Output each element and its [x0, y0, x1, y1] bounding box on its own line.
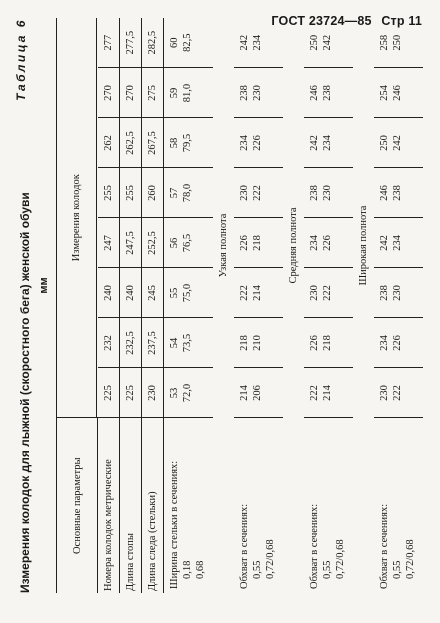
cell-pair: [374, 368, 423, 418]
cell-pair: [164, 268, 214, 318]
cell-value: 76,5: [182, 233, 193, 253]
cell-value: 267,5: [142, 118, 164, 168]
group-heading-row: [213, 18, 234, 593]
cell-value: 238: [379, 285, 390, 301]
table-row-width: [164, 18, 214, 593]
cell-pair: [374, 118, 423, 168]
cell-value: 210: [252, 335, 263, 351]
cell-value: 226: [392, 335, 403, 351]
cell-value: 55: [169, 287, 180, 299]
cell-value: 218: [322, 335, 333, 351]
row-label-text: Обхват в сечениях:: [379, 503, 390, 589]
cell-value: 81,0: [182, 83, 193, 103]
cell-value: 254: [379, 85, 390, 101]
cell-value: 234: [379, 335, 390, 351]
cell-pair: [304, 218, 353, 268]
cell-value: 246: [392, 85, 403, 101]
row-label: [234, 418, 283, 593]
table-title: Измерения колодок для лыжной (скоростного бега) женской обуви: [18, 192, 32, 593]
cell-pair: [164, 218, 214, 268]
section-label: 0,55: [322, 560, 333, 579]
cell-value: 246: [379, 185, 390, 201]
row-label-text: Ширина стельки в сечениях:: [169, 460, 180, 589]
cell-value: 242: [379, 235, 390, 251]
cell-value: 260: [142, 168, 164, 218]
table-row: [98, 18, 120, 593]
cell-value: 242: [309, 135, 320, 151]
group-heading-row: [283, 18, 304, 593]
cell-pair: [304, 268, 353, 318]
cell-pair: [304, 118, 353, 168]
cell-value: 58: [169, 137, 180, 149]
table-row-group: [374, 18, 423, 593]
table-row: [142, 18, 164, 593]
cell-pair: [164, 118, 214, 168]
cell-value: 222: [309, 385, 320, 401]
cell-value: 242: [322, 34, 333, 51]
cell-value: 238: [392, 185, 403, 201]
cell-value: 242: [392, 135, 403, 151]
cell-pair: [234, 168, 283, 218]
section-label: 0,55: [392, 560, 403, 579]
row-label: Длина следа (стельки): [142, 418, 164, 593]
section-label: 0,72/0,68: [335, 539, 346, 579]
cell-value: 75,0: [182, 283, 193, 303]
cell-value: 226: [252, 135, 263, 151]
cell-value: 214: [252, 285, 263, 301]
cell-value: 226: [322, 235, 333, 251]
cell-pair: [374, 218, 423, 268]
group-heading: Узкая полнота: [218, 213, 229, 278]
cell-pair: [304, 168, 353, 218]
cell-value: 270: [98, 68, 120, 118]
cell-pair: [304, 368, 353, 418]
cell-value: 240: [120, 268, 142, 318]
cell-value: 234: [309, 235, 320, 251]
section-label: 0,72/0,68: [405, 539, 416, 579]
cell-value: 73,5: [182, 333, 193, 353]
cell-value: 206: [252, 385, 263, 401]
cell-value: 238: [239, 85, 250, 101]
cell-pair: [374, 168, 423, 218]
cell-value: 230: [252, 85, 263, 101]
cell-value: 53: [169, 387, 180, 399]
measurements-table: [56, 18, 423, 593]
cell-value: 230: [309, 285, 320, 301]
row-label: [164, 418, 214, 593]
cell-value: 275: [142, 68, 164, 118]
cell-value: 238: [309, 185, 320, 201]
cell-value: 247: [98, 218, 120, 268]
cell-value: 245: [142, 268, 164, 318]
measure-header: Измерения колодок: [57, 18, 97, 418]
cell-value: 262: [98, 118, 120, 168]
cell-value: 222: [252, 185, 263, 201]
cell-pair: [374, 18, 423, 68]
row-label: [374, 418, 423, 593]
cell-value: 234: [392, 235, 403, 251]
cell-pair: [234, 318, 283, 368]
table-units: мм: [38, 277, 50, 294]
cell-value: 258: [379, 34, 390, 51]
cell-pair: [374, 268, 423, 318]
row-label: Длина стопы: [120, 418, 142, 593]
row-label-text: Обхват в сечениях:: [239, 503, 250, 589]
cell-value: 234: [322, 135, 333, 151]
cell-value: 240: [98, 268, 120, 318]
cell-value: 250: [392, 34, 403, 51]
cell-value: 246: [309, 85, 320, 101]
cell-pair: [234, 368, 283, 418]
cell-value: 56: [169, 237, 180, 249]
cell-value: 57: [169, 187, 180, 199]
cell-pair: [374, 68, 423, 118]
cell-value: 214: [239, 385, 250, 401]
cell-value: 226: [309, 335, 320, 351]
row-label-text: Обхват в сечениях:: [309, 503, 320, 589]
cell-value: 60: [169, 37, 180, 48]
cell-value: 225: [98, 368, 120, 418]
cell-value: 255: [120, 168, 142, 218]
cell-value: 218: [252, 235, 263, 251]
cell-value: 247,5: [120, 218, 142, 268]
cell-value: 238: [322, 85, 333, 101]
section-label: 0,68: [195, 560, 206, 579]
cell-pair: [164, 68, 214, 118]
cell-value: 262,5: [120, 118, 142, 168]
cell-value: 225: [120, 368, 142, 418]
cell-pair: [234, 18, 283, 68]
cell-value: 82,5: [182, 33, 193, 52]
cell-value: 222: [239, 285, 250, 301]
cell-value: 222: [322, 285, 333, 301]
cell-value: 237,5: [142, 318, 164, 368]
cell-value: 277,5: [120, 18, 142, 68]
cell-value: 222: [392, 385, 403, 401]
cell-value: 230: [322, 185, 333, 201]
cell-value: 270: [120, 68, 142, 118]
cell-value: 250: [379, 135, 390, 151]
cell-value: 78,0: [182, 183, 193, 203]
row-label: Номера колодок метрические: [98, 418, 120, 593]
group-heading: Средняя полнота: [288, 207, 299, 284]
cell-value: 242: [239, 34, 250, 51]
cell-value: 230: [239, 185, 250, 201]
table-number: Таблица 6: [14, 18, 28, 101]
cell-value: 230: [142, 368, 164, 418]
section-label: 0,55: [252, 560, 263, 579]
page-number: Стр 11: [381, 14, 422, 28]
cell-value: 252,5: [142, 218, 164, 268]
cell-pair: [234, 218, 283, 268]
cell-pair: [234, 268, 283, 318]
param-header: Основные параметры: [57, 418, 98, 593]
cell-value: 234: [239, 135, 250, 151]
cell-value: 230: [392, 285, 403, 301]
table-row-group: [304, 18, 353, 593]
cell-pair: [304, 318, 353, 368]
cell-pair: [234, 68, 283, 118]
cell-pair: [164, 318, 214, 368]
cell-value: 59: [169, 87, 180, 99]
cell-value: 232: [98, 318, 120, 368]
cell-value: 230: [379, 385, 390, 401]
section-label: 0,72/0,68: [265, 539, 276, 579]
cell-value: 250: [309, 34, 320, 51]
cell-pair: [304, 18, 353, 68]
group-heading-row: [353, 18, 374, 593]
cell-pair: [164, 168, 214, 218]
cell-value: 79,5: [182, 133, 193, 153]
cell-value: 226: [239, 235, 250, 251]
standard-number: ГОСТ 23724—85: [271, 14, 372, 28]
cell-value: 232,5: [120, 318, 142, 368]
cell-pair: [164, 368, 214, 418]
cell-pair: [234, 118, 283, 168]
table-row: [120, 18, 142, 593]
table-row-group: [234, 18, 283, 593]
table-body: [98, 18, 424, 593]
cell-value: 54: [169, 337, 180, 349]
cell-value: 214: [322, 385, 333, 401]
row-label: [304, 418, 353, 593]
cell-value: 234: [252, 34, 263, 51]
cell-value: 72,0: [182, 383, 193, 403]
cell-value: 277: [98, 18, 120, 68]
cell-pair: [164, 18, 214, 68]
section-label: 0,18: [182, 560, 193, 579]
cell-value: 255: [98, 168, 120, 218]
cell-value: 218: [239, 335, 250, 351]
cell-pair: [304, 68, 353, 118]
group-heading: Широкая полнота: [358, 205, 369, 286]
cell-pair: [374, 318, 423, 368]
cell-value: 282,5: [142, 18, 164, 68]
